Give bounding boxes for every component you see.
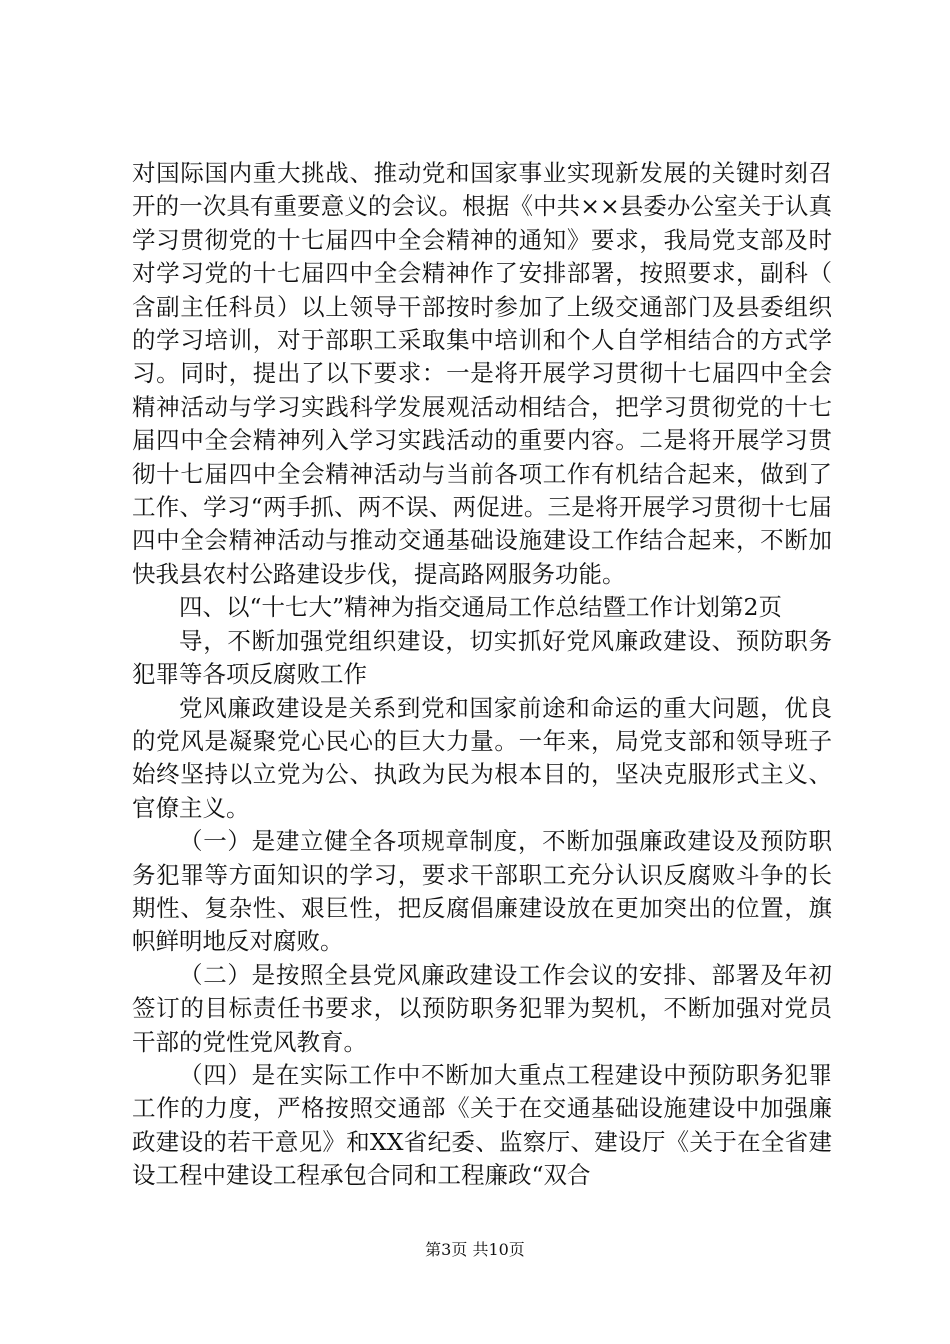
paragraph-item-one: （一）是建立健全各项规章制度，不断加强廉政建设及预防职务犯罪等方面知识的学习，要求干部职工充分认识反腐败斗争的长期性、复杂性、艰巨性，把反腐倡廉建设放在更加突出的位置，旗帜鲜明地反对腐败。 (132, 827, 832, 956)
paragraph-item-four: （四）是在实际工作中不断加大重点工程建设中预防职务犯罪工作的力度，严格按照交通部《关于在交通基础设施建设中加强廉政建设的若干意见》和XX省纪委、监察厅、建设厅《关于在全省建设工程中建设工程承包合同和工程廉政“双合 (132, 1060, 832, 1190)
paragraph-item-two: （二）是按照全县党风廉政建设工作会议的安排、部署及年初签订的目标责任书要求，以预防职务犯罪为契机，不断加强对党员干部的党性党风教育。 (132, 960, 832, 1056)
page-footer (0, 1240, 950, 1260)
paragraph-continued: 对国际国内重大挑战、推动党和国家事业实现新发展的关键时刻召开的一次具有重要意义的会议。根据《中共××县委办公室关于认真学习贯彻党的十七届四中全会精神的通知》要求，我局党支部及时对学习党的十七届四中全会精神作了安排部署，按照要求，副科（含副主任科员）以上领导干部按时参加了上级交通部门及县委组织的学习培训，对于部职工采取集中培训和个人自学相结合的方式学习。同时，提出了以下要求：一是将开展学习贯彻十七届四中全会精神活动与学习实践科学发展观活动相结合，把学习贯彻党的十七届四中全会精神列入学习实践活动的重要内容。二是将开展学习贯彻十七届四中全会精神活动与当前各项工作有机结合起来，做到了工作、学习“两手抓、两不误、两促进。三是将开展学习贯彻十七届四中全会精神活动与推动交通基础设施建设工作结合起来，不断加快我县农村公路建设步伐，提高路网服务功能。 (132, 159, 832, 588)
section-heading-four: 四、以“十七大”精神为指交通局工作总结暨工作计划第2页 (179, 593, 782, 622)
paragraph-party-style: 党风廉政建设是关系到党和国家前途和命运的重大问题，优良的党风是凝聚党心民心的巨大力量。一年来，局党支部和领导班子始终坚持以立党为公、执政为民为根本目的，坚决克服形式主义、官僚主义。 (132, 693, 832, 822)
page-number-label: 第3页 共10页 (425, 1240, 525, 1259)
document-body (132, 157, 832, 1193)
section-heading-continued: 导，不断加强党组织建设，切实抓好党风廉政建设、预防职务犯罪等各项反腐败工作 (132, 626, 832, 689)
